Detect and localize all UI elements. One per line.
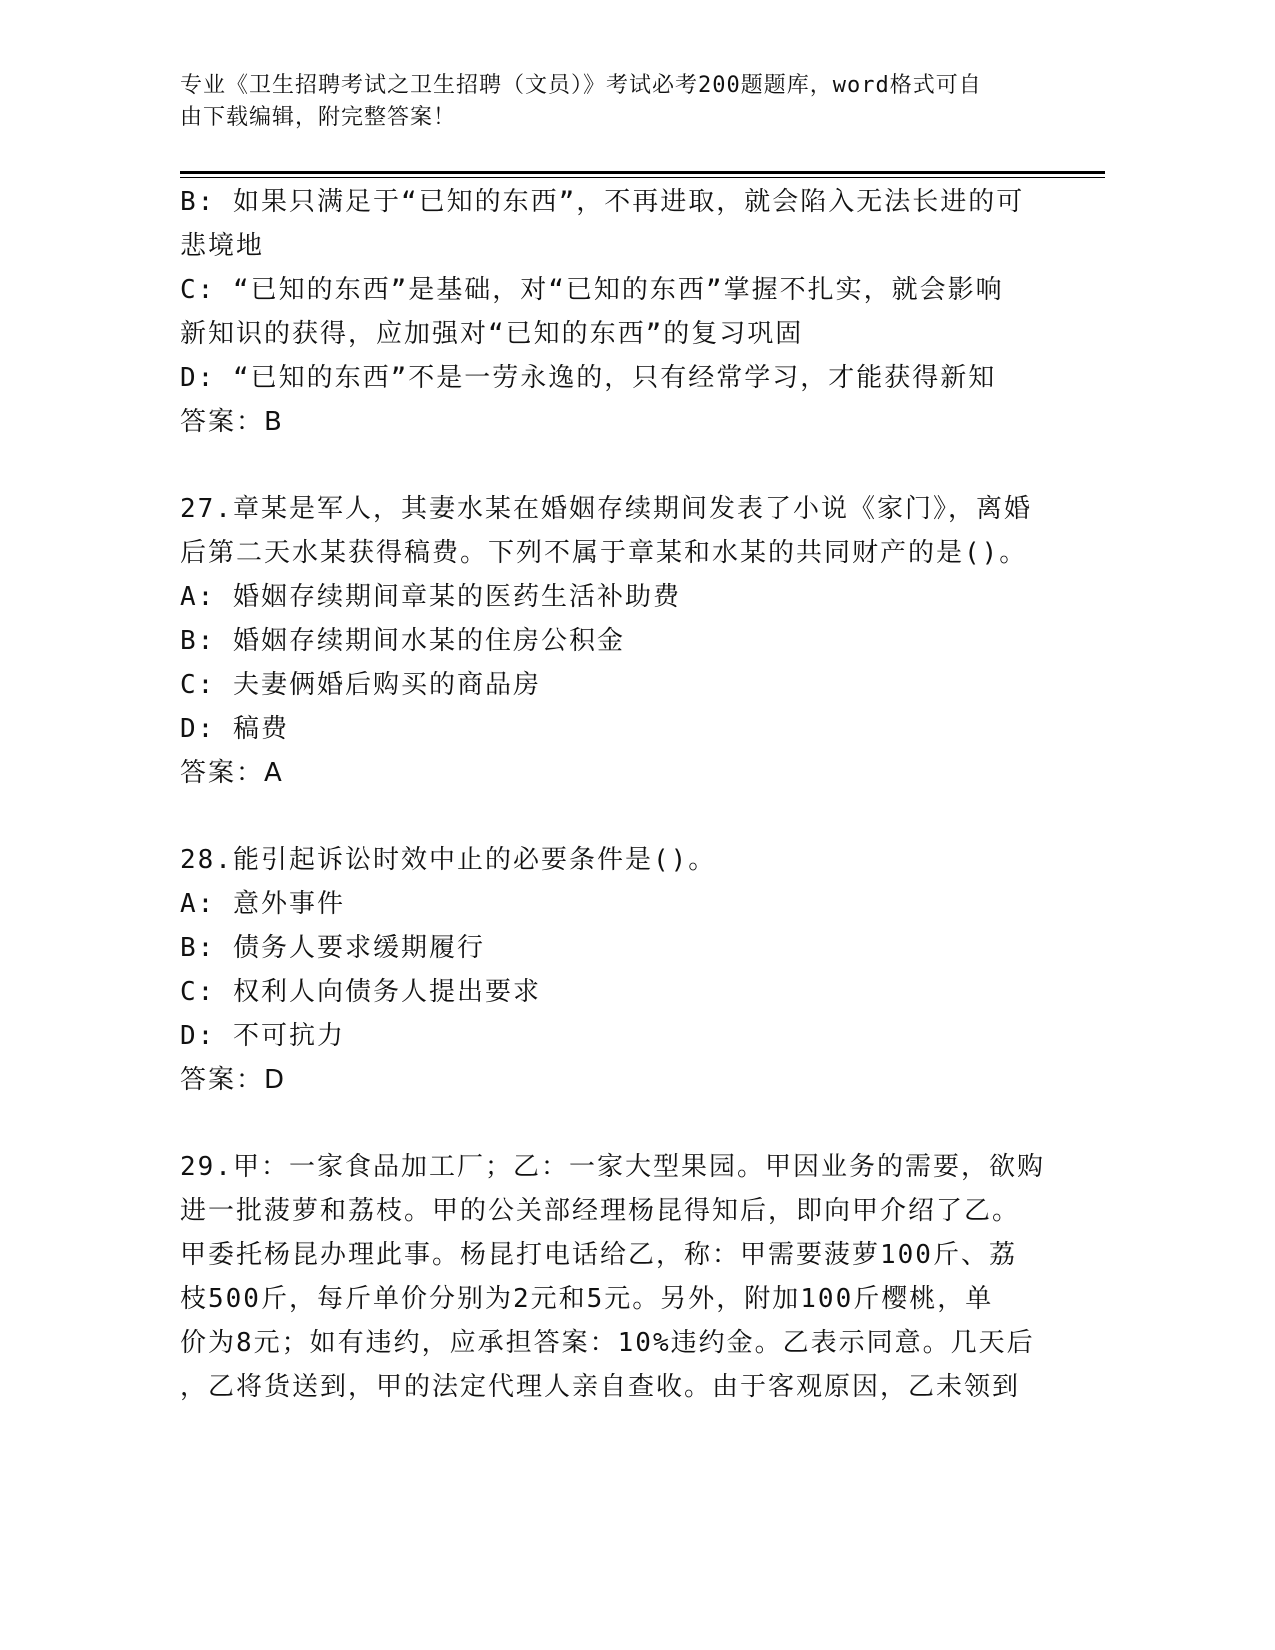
- question-stem-line-1: 27.章某是军人，其妻水某在婚姻存续期间发表了小说《家门》，离婚: [180, 494, 1032, 524]
- option-a: A: 婚姻存续期间章某的医药生活补助费: [180, 582, 681, 612]
- option-d: D: 不可抗力: [180, 1021, 345, 1051]
- option-c: C: 夫妻俩婚后购买的商品房: [180, 670, 541, 700]
- header-divider-thick: [180, 171, 1105, 174]
- question-26-continued: [180, 180, 1040, 444]
- option-c: C: 权利人向债务人提出要求: [180, 977, 541, 1007]
- question-stem-line-2: 后第二天水某获得稿费。下列不属于章某和水某的共同财产的是()。: [180, 538, 1028, 568]
- question-29: [180, 1145, 1045, 1409]
- spacer: [180, 1102, 1040, 1145]
- question-28: [180, 838, 1040, 1102]
- header-line-2: 由下载编辑，附完整答案！: [180, 105, 457, 130]
- page-header: [180, 70, 1040, 134]
- option-b-line-2: 悲境地: [180, 231, 265, 261]
- option-b-line-1: B: 如果只满足于“已知的东西”，不再进取，就会陷入无法长进的可: [180, 187, 1025, 217]
- option-b: B: 债务人要求缓期履行: [180, 933, 485, 963]
- option-a: A: 意外事件: [180, 889, 345, 919]
- option-d: D: 稿费: [180, 714, 289, 744]
- answer: 答案：D: [180, 1065, 287, 1095]
- option-d: D: “已知的东西”不是一劳永逸的，只有经常学习，才能获得新知: [180, 363, 997, 393]
- header-line-1: 专业《卫生招聘考试之卫生招聘（文员）》考试必考200题题库，word格式可自: [180, 73, 982, 98]
- question-text-line-1: 29.甲：一家食品加工厂；乙：一家大型果园。甲因业务的需要，欲购: [180, 1152, 1045, 1182]
- answer: 答案：B: [180, 407, 284, 437]
- header-divider-thin: [180, 177, 1105, 178]
- answer: 答案：A: [180, 758, 284, 788]
- question-text-line-3: 甲委托杨昆办理此事。杨昆打电话给乙，称：甲需要菠萝100斤、荔: [180, 1240, 1017, 1270]
- question-text-line-2: 进一批菠萝和荔枝。甲的公关部经理杨昆得知后，即向甲介绍了乙。: [180, 1196, 1021, 1226]
- option-c-line-2: 新知识的获得，应加强对“已知的东西”的复习巩固: [180, 319, 804, 349]
- spacer: [180, 795, 1040, 838]
- question-stem: 28.能引起诉讼时效中止的必要条件是()。: [180, 845, 717, 875]
- option-b: B: 婚姻存续期间水某的住房公积金: [180, 626, 625, 656]
- option-c-line-1: C: “已知的东西”是基础，对“已知的东西”掌握不扎实，就会影响: [180, 275, 1004, 305]
- question-text-line-5: 价为8元；如有违约，应承担答案：10%违约金。乙表示同意。几天后: [180, 1328, 1035, 1358]
- document-body: [180, 180, 1045, 1409]
- question-text-line-4: 枝500斤，每斤单价分别为2元和5元。另外，附加100斤樱桃，单: [180, 1284, 994, 1314]
- spacer: [180, 444, 1040, 487]
- question-27: [180, 487, 1040, 795]
- question-text-line-6: ，乙将货送到，甲的法定代理人亲自查收。由于客观原因，乙未领到: [180, 1372, 1021, 1402]
